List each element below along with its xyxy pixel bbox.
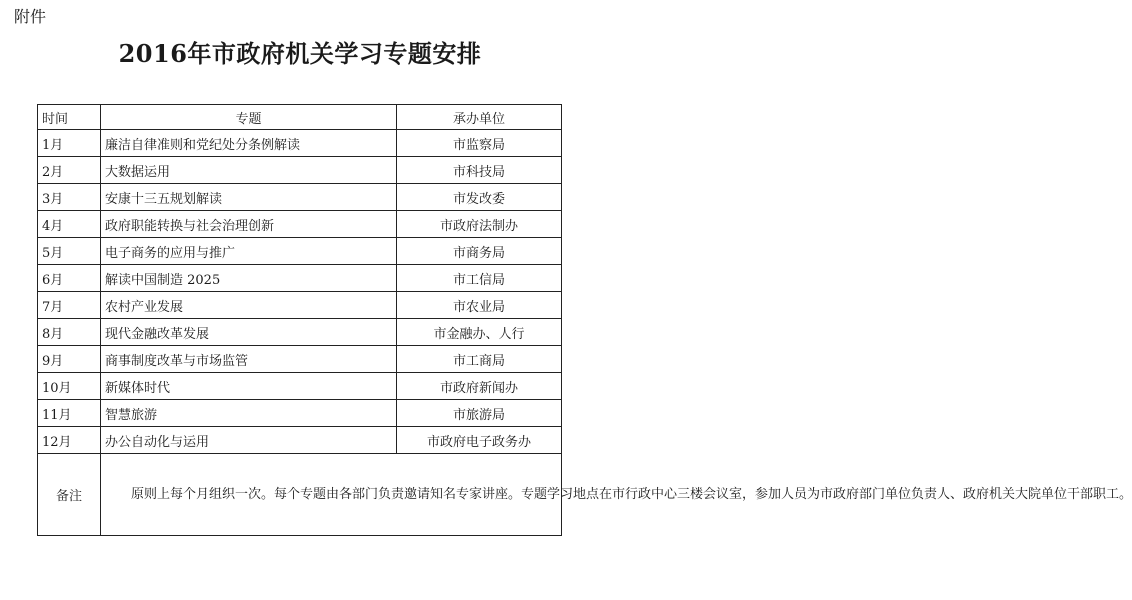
cell-time: 3月 xyxy=(38,184,101,211)
cell-topic: 电子商务的应用与推广 xyxy=(101,238,397,265)
cell-topic: 办公自动化与运用 xyxy=(101,427,397,454)
table-row xyxy=(38,157,562,184)
header-time: 时间 xyxy=(38,105,101,130)
cell-unit: 市发改委 xyxy=(397,184,562,211)
cell-time: 2月 xyxy=(38,157,101,184)
cell-topic: 农村产业发展 xyxy=(101,292,397,319)
cell-unit: 市旅游局 xyxy=(397,400,562,427)
notes-text: 原则上每个月组织一次。每个专题由各部门负责邀请知名专家讲座。专题学习地点在市行政中心三楼会议室，参加人员为市政府部门单位负责人、政府机关大院单位干部职工。 xyxy=(101,454,562,536)
document-title: 2016年市政府机关学习专题安排 xyxy=(118,39,482,68)
cell-time: 7月 xyxy=(38,292,101,319)
cell-time: 10月 xyxy=(38,373,101,400)
notes-label: 备注 xyxy=(38,454,101,536)
cell-unit: 市政府新闻办 xyxy=(397,373,562,400)
cell-topic: 现代金融改革发展 xyxy=(101,319,397,346)
cell-time: 6月 xyxy=(38,265,101,292)
cell-time: 12月 xyxy=(38,427,101,454)
cell-time: 1月 xyxy=(38,130,101,157)
table-row xyxy=(38,292,562,319)
table-row xyxy=(38,346,562,373)
cell-topic: 政府职能转换与社会治理创新 xyxy=(101,211,397,238)
schedule-table xyxy=(37,104,1132,536)
table-row xyxy=(38,427,562,454)
cell-time: 4月 xyxy=(38,211,101,238)
cell-topic: 安康十三五规划解读 xyxy=(101,184,397,211)
cell-unit: 市商务局 xyxy=(397,238,562,265)
cell-topic: 智慧旅游 xyxy=(101,400,397,427)
table-row xyxy=(38,400,562,427)
table-row xyxy=(38,211,562,238)
table-row xyxy=(38,265,562,292)
cell-unit: 市工商局 xyxy=(397,346,562,373)
cell-time: 11月 xyxy=(38,400,101,427)
header-topic: 专题 xyxy=(101,105,397,130)
cell-topic: 新媒体时代 xyxy=(101,373,397,400)
cell-unit: 市科技局 xyxy=(397,157,562,184)
cell-time: 9月 xyxy=(38,346,101,373)
header-unit: 承办单位 xyxy=(397,105,562,130)
cell-unit: 市农业局 xyxy=(397,292,562,319)
schedule-body xyxy=(38,130,1132,536)
cell-topic: 解读中国制造 2025 xyxy=(101,265,397,292)
attachment-label: 附件 xyxy=(14,7,47,26)
table-header-row xyxy=(38,105,562,130)
table-row xyxy=(38,373,562,400)
cell-topic: 廉洁自律准则和党纪处分条例解读 xyxy=(101,130,397,157)
cell-time: 5月 xyxy=(38,238,101,265)
cell-unit: 市政府法制办 xyxy=(397,211,562,238)
table-row xyxy=(38,319,562,346)
cell-unit: 市金融办、人行 xyxy=(397,319,562,346)
cell-unit: 市政府电子政务办 xyxy=(397,427,562,454)
table-row xyxy=(38,130,562,157)
cell-unit: 市监察局 xyxy=(397,130,562,157)
table-row xyxy=(38,184,562,211)
table-row xyxy=(38,238,562,265)
cell-time: 8月 xyxy=(38,319,101,346)
cell-topic: 商事制度改革与市场监管 xyxy=(101,346,397,373)
cell-topic: 大数据运用 xyxy=(101,157,397,184)
cell-unit: 市工信局 xyxy=(397,265,562,292)
notes-row xyxy=(38,454,562,536)
